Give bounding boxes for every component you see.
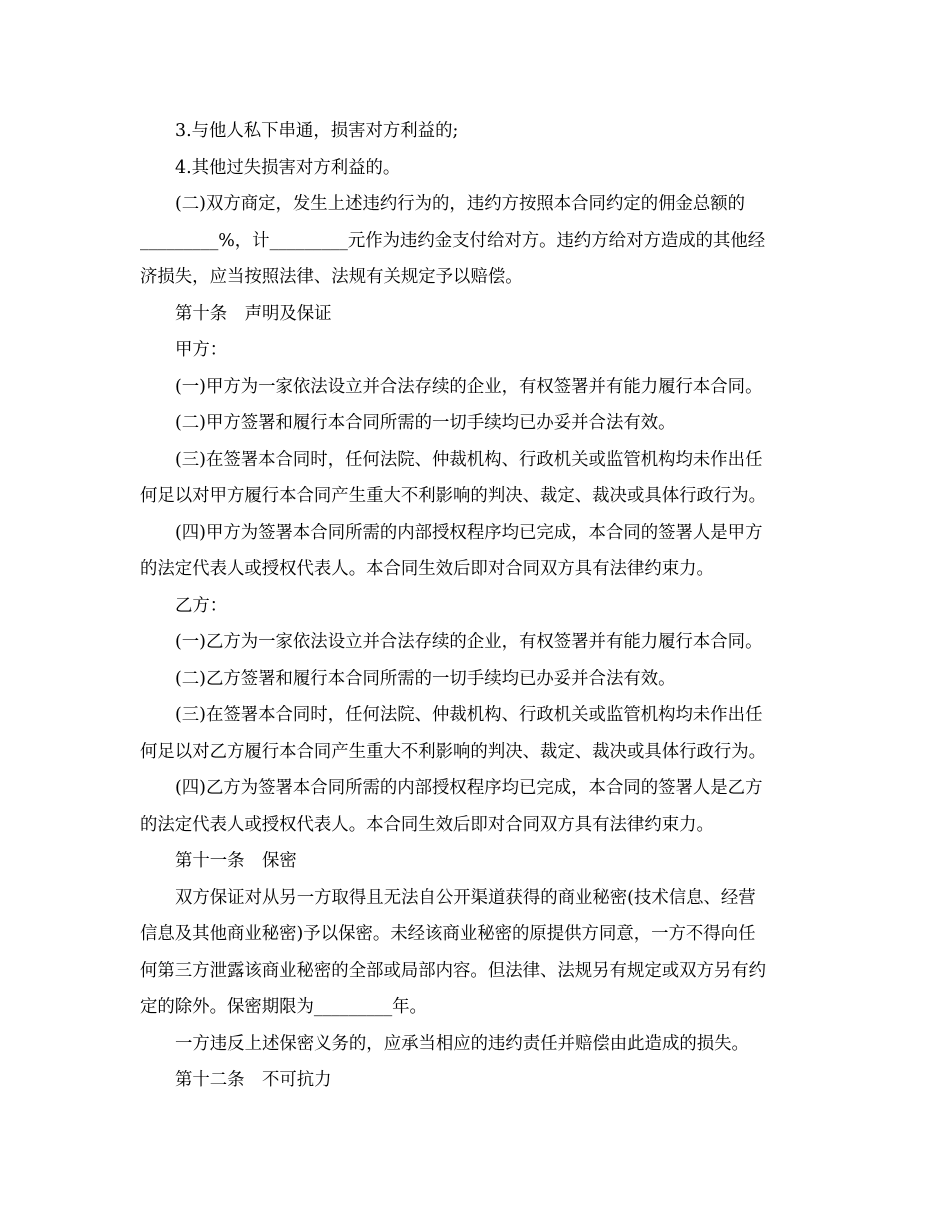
party-label: 乙方： [175, 595, 228, 616]
text-line: (二)乙方签署和履行本合同所需的一切手续均已办妥并合法有效。 [175, 668, 676, 689]
text-line: 何足以对乙方履行本合同产生重大不利影响的判决、裁定、裁决或具体行政行为。 [140, 741, 767, 762]
contract-body [140, 113, 820, 1099]
text-line: 双方保证对从另一方取得且无法自公开渠道获得的商业秘密(技术信息、经营 [175, 887, 756, 908]
section-heading: 第十二条 不可抗力 [175, 1070, 332, 1090]
text-line: 定的除外。保密期限为_________年。 [140, 997, 427, 1017]
text-line: 的法定代表人或授权代表人。本合同生效后即对合同双方具有法律约束力。 [140, 559, 714, 579]
section-heading: 第十条 声明及保证 [175, 303, 332, 324]
text-line: 信息及其他商业秘密)予以保密。未经该商业秘密的原提供方同意，一方不得向任 [140, 924, 756, 944]
text-line: (一)乙方为一家依法设立并合法存续的企业，有权签署并有能力履行本合同。 [175, 632, 763, 652]
text-line: (四)甲方为签署本合同所需的内部授权程序均已完成，本合同的签署人是甲方 [175, 522, 763, 543]
text-line: (四)乙方为签署本合同所需的内部授权程序均已完成，本合同的签署人是乙方 [175, 778, 763, 798]
text-line: (一)甲方为一家依法设立并合法存续的企业，有权签署并有能力履行本合同。 [175, 376, 763, 397]
text-line: 何足以对甲方履行本合同产生重大不利影响的判决、裁定、裁决或具体行政行为。 [140, 486, 767, 506]
text-line: (三)在签署本合同时，任何法院、仲裁机构、行政机关或监管机构均未作出任 [175, 449, 763, 470]
text-line: 济损失，应当按照法律、法规有关规定予以赔偿。 [140, 267, 523, 287]
text-line: 何第三方泄露该商业秘密的全部或局部内容。但法律、法规另有规定或双方另有约 [140, 960, 767, 981]
text-line: 的法定代表人或授权代表人。本合同生效后即对合同双方具有法律约束力。 [140, 814, 714, 835]
text-line: 一方违反上述保密义务的，应承当相应的违约责任并赔偿由此造成的损失。 [175, 1033, 749, 1054]
text-line: 4.其他过失损害对方利益的。 [175, 157, 401, 178]
text-line: (二)双方商定，发生上述违约行为的，违约方按照本合同约定的佣金总额的 [175, 194, 746, 214]
text-line: (二)甲方签署和履行本合同所需的一切手续均已办妥并合法有效。 [175, 413, 676, 433]
text-line: 3.与他人私下串通，损害对方利益的; [175, 121, 459, 141]
text-line: (三)在签署本合同时，任何法院、仲裁机构、行政机关或监管机构均未作出任 [175, 705, 763, 725]
party-label: 甲方： [175, 340, 228, 360]
section-heading: 第十一条 保密 [175, 851, 297, 871]
text-line: _________%，计_________元作为违约金支付给对方。违约方给对方造成的其他经 [140, 230, 766, 251]
